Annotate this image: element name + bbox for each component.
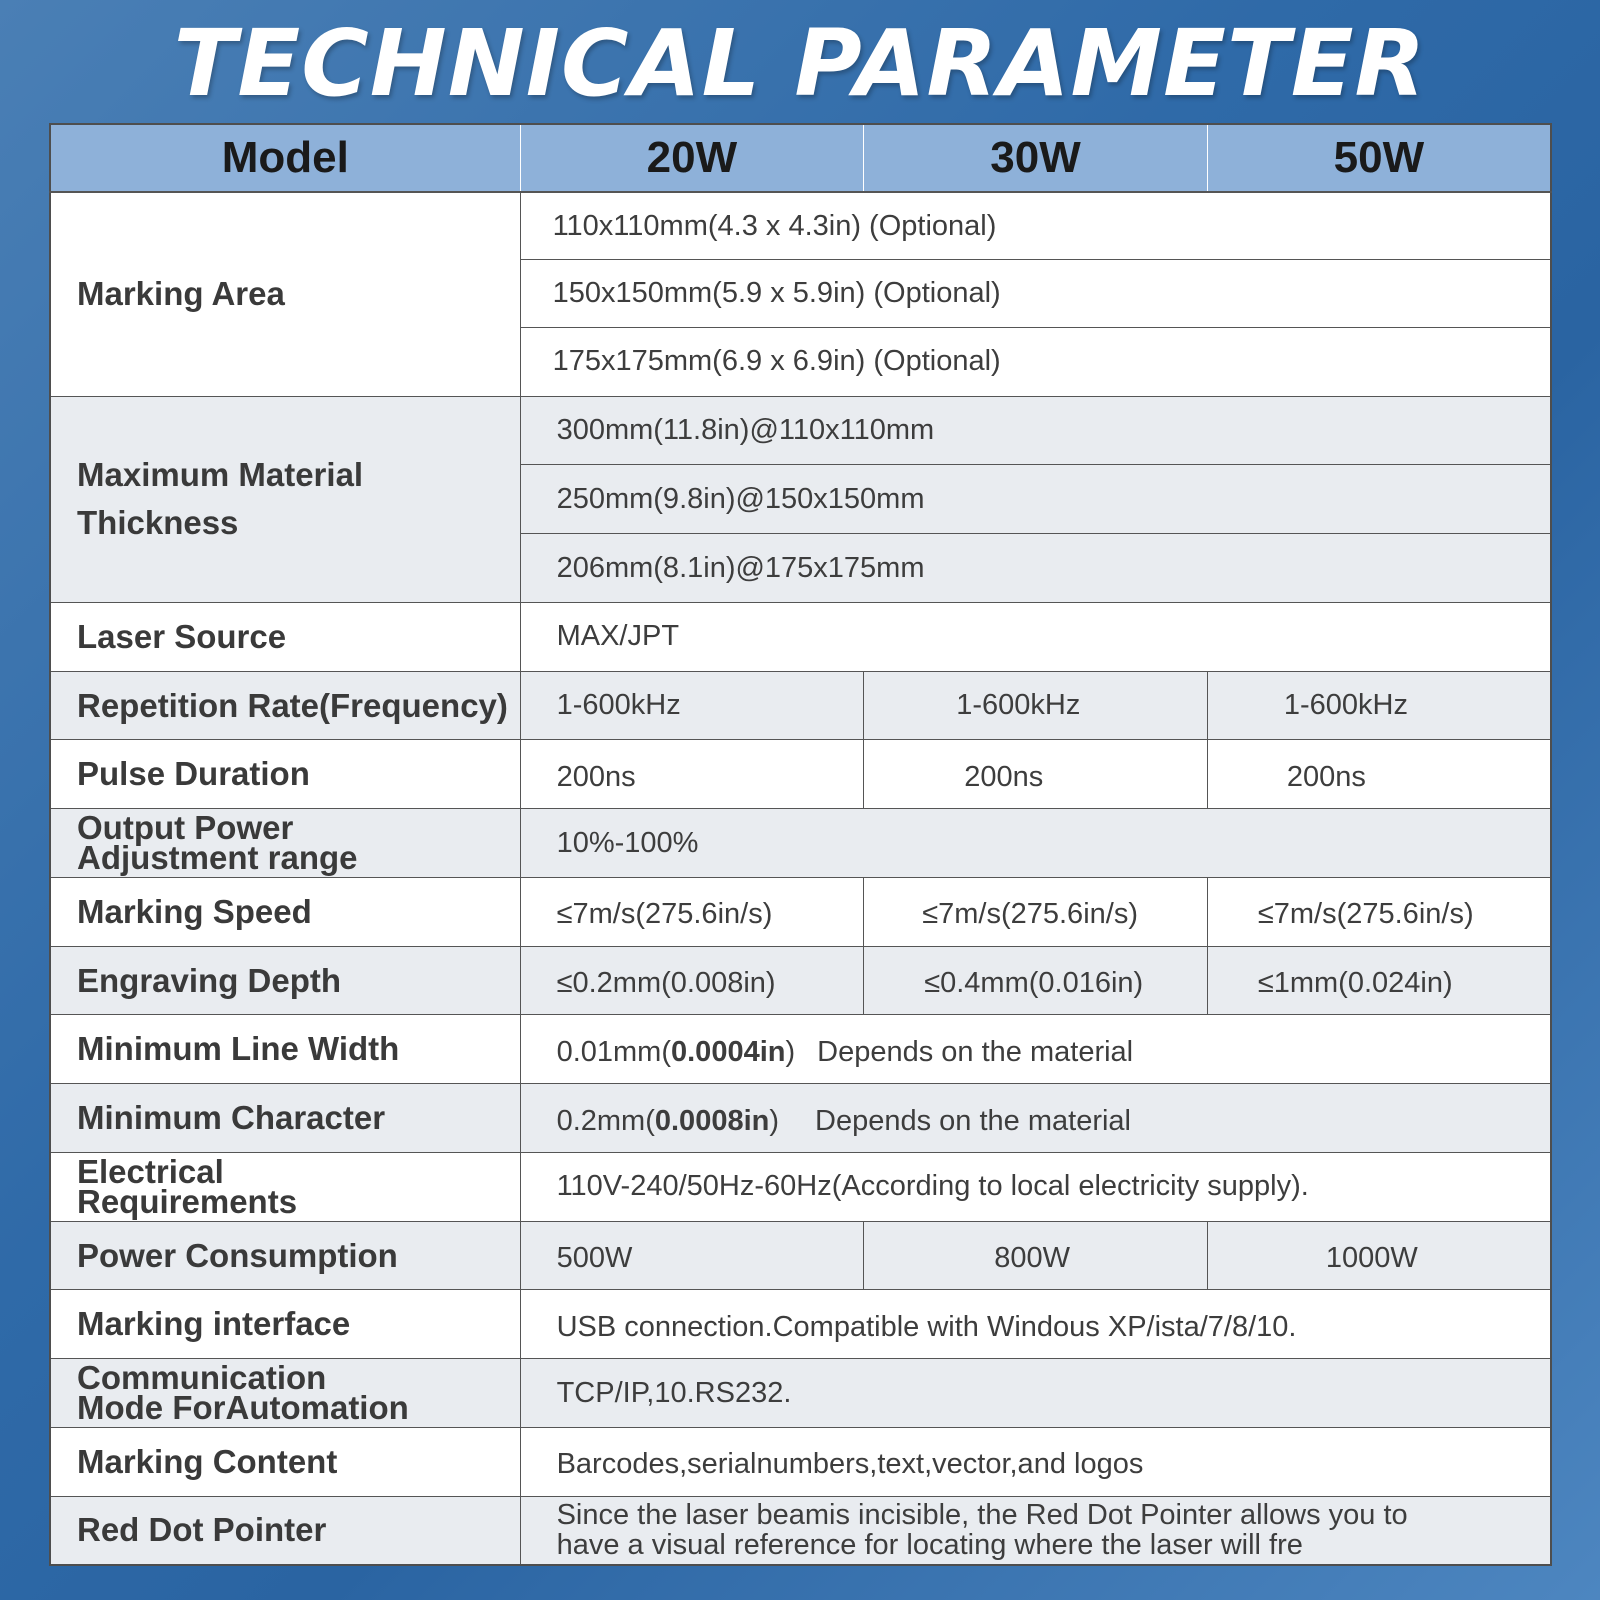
red-dot-value — [520, 1496, 1551, 1565]
header-row — [50, 124, 1551, 192]
label-electrical — [50, 1152, 520, 1221]
label-marking-speed: Marking Speed — [50, 877, 520, 946]
row-red-dot — [50, 1496, 1551, 1565]
min-character-a: 0.2mm( — [556, 1104, 655, 1137]
red-dot-value-line1: Since the laser beamis incisible, the Red Dot Pointer allows you to — [556, 1499, 1408, 1532]
row-electrical — [50, 1152, 1551, 1221]
label-laser-source: Laser Source — [50, 602, 520, 671]
row-communication — [50, 1359, 1551, 1428]
marking-area-value-2: 150x150mm(5.9 x 5.9in) (Optional) — [520, 260, 1551, 328]
row-pulse-duration — [50, 740, 1551, 809]
min-character-value — [520, 1084, 1551, 1153]
laser-source-value: MAX/JPT — [520, 602, 1551, 671]
label-min-line-width: Minimum Line Width — [50, 1015, 520, 1084]
row-min-character — [50, 1084, 1551, 1153]
pulse-duration-20w: 200ns — [520, 740, 864, 809]
label-marking-content: Marking Content — [50, 1427, 520, 1496]
label-min-character: Minimum Character — [50, 1084, 520, 1153]
row-power-consumption — [50, 1221, 1551, 1290]
pulse-duration-50w: 200ns — [1207, 740, 1551, 809]
label-max-thickness-line1: Maximum Material — [77, 456, 364, 494]
label-red-dot: Red Dot Pointer — [50, 1496, 520, 1565]
label-electrical-line1: Electrical — [77, 1152, 224, 1190]
min-line-width-b: 0.0004in — [671, 1035, 786, 1068]
row-marking-speed — [50, 877, 1551, 946]
label-output-power-line1: Output Power — [77, 809, 294, 847]
min-character-b: 0.0008in — [654, 1104, 770, 1137]
marking-content-value: Barcodes,serialnumbers,text,vector,and logos — [520, 1427, 1551, 1496]
max-thickness-value-1: 300mm(11.8in)@110x110mm — [520, 396, 1551, 465]
row-laser-source — [50, 602, 1551, 671]
header-50w: 50W — [1207, 124, 1551, 192]
max-thickness-value-2: 250mm(9.8in)@150x150mm — [520, 465, 1551, 534]
marking-interface-value: USB connection.Compatible with Windous XP/ista/7/8/10. — [520, 1290, 1551, 1359]
label-repetition-rate: Repetition Rate(Frequency) — [50, 671, 520, 740]
row-marking-area — [50, 192, 1551, 260]
label-communication-line1: Communication — [77, 1359, 327, 1397]
engraving-depth-20w: ≤0.2mm(0.008in) — [520, 946, 864, 1015]
max-thickness-value-3: 206mm(8.1in)@175x175mm — [520, 534, 1551, 603]
row-marking-interface — [50, 1290, 1551, 1359]
repetition-rate-20w: 1-600kHz — [520, 671, 864, 740]
min-line-width-a: 0.01mm( — [556, 1035, 671, 1068]
label-power-consumption: Power Consumption — [50, 1221, 520, 1290]
min-character-note: Depends on the material — [815, 1104, 1132, 1137]
label-output-power — [50, 809, 520, 878]
label-marking-interface: Marking interface — [50, 1290, 520, 1359]
header-20w: 20W — [520, 124, 864, 192]
engraving-depth-30w: ≤0.4mm(0.016in) — [864, 946, 1208, 1015]
electrical-value: 110V-240/50Hz-60Hz(According to local electricity supply). — [520, 1152, 1551, 1221]
label-communication-line2: Mode ForAutomation — [77, 1389, 409, 1427]
min-character-c: ) — [769, 1104, 780, 1137]
output-power-value: 10%-100% — [520, 809, 1551, 878]
page-title: TECHNICAL PARAMETER — [173, 10, 1427, 117]
marking-area-value-3: 175x175mm(6.9 x 6.9in) (Optional) — [520, 327, 1551, 396]
repetition-rate-50w: 1-600kHz — [1207, 671, 1551, 740]
repetition-rate-30w: 1-600kHz — [864, 671, 1208, 740]
row-engraving-depth — [50, 946, 1551, 1015]
header-model: Model — [50, 124, 520, 192]
label-engraving-depth: Engraving Depth — [50, 946, 520, 1015]
row-marking-content — [50, 1427, 1551, 1496]
row-min-line-width — [50, 1015, 1551, 1084]
power-consumption-30w: 800W — [864, 1221, 1208, 1290]
label-communication — [50, 1359, 520, 1428]
pulse-duration-30w: 200ns — [864, 740, 1208, 809]
label-pulse-duration: Pulse Duration — [50, 740, 520, 809]
header-30w: 30W — [864, 124, 1208, 192]
row-max-thickness — [50, 396, 1551, 465]
power-consumption-20w: 500W — [520, 1221, 864, 1290]
min-line-width-value — [520, 1015, 1551, 1084]
label-max-thickness-line2: Thickness — [77, 504, 239, 542]
spec-table — [49, 123, 1552, 1566]
min-line-width-c: ) — [785, 1035, 796, 1068]
power-consumption-50w: 1000W — [1207, 1221, 1551, 1290]
marking-speed-20w: ≤7m/s(275.6in/s) — [520, 877, 864, 946]
label-marking-area: Marking Area — [50, 192, 520, 396]
marking-speed-30w: ≤7m/s(275.6in/s) — [864, 877, 1208, 946]
row-repetition-rate — [50, 671, 1551, 740]
label-electrical-line2: Requirements — [77, 1182, 298, 1220]
engraving-depth-50w: ≤1mm(0.024in) — [1207, 946, 1551, 1015]
label-output-power-line2: Adjustment range — [77, 839, 358, 877]
communication-value: TCP/IP,10.RS232. — [520, 1359, 1551, 1428]
marking-speed-50w: ≤7m/s(275.6in/s) — [1207, 877, 1551, 946]
min-line-width-note: Depends on the material — [817, 1035, 1134, 1068]
red-dot-value-line2: have a visual reference for locating where the laser will fre — [556, 1529, 1303, 1562]
row-output-power — [50, 809, 1551, 878]
label-max-thickness — [50, 396, 520, 602]
marking-area-value-1: 110x110mm(4.3 x 4.3in) (Optional) — [520, 192, 1551, 260]
